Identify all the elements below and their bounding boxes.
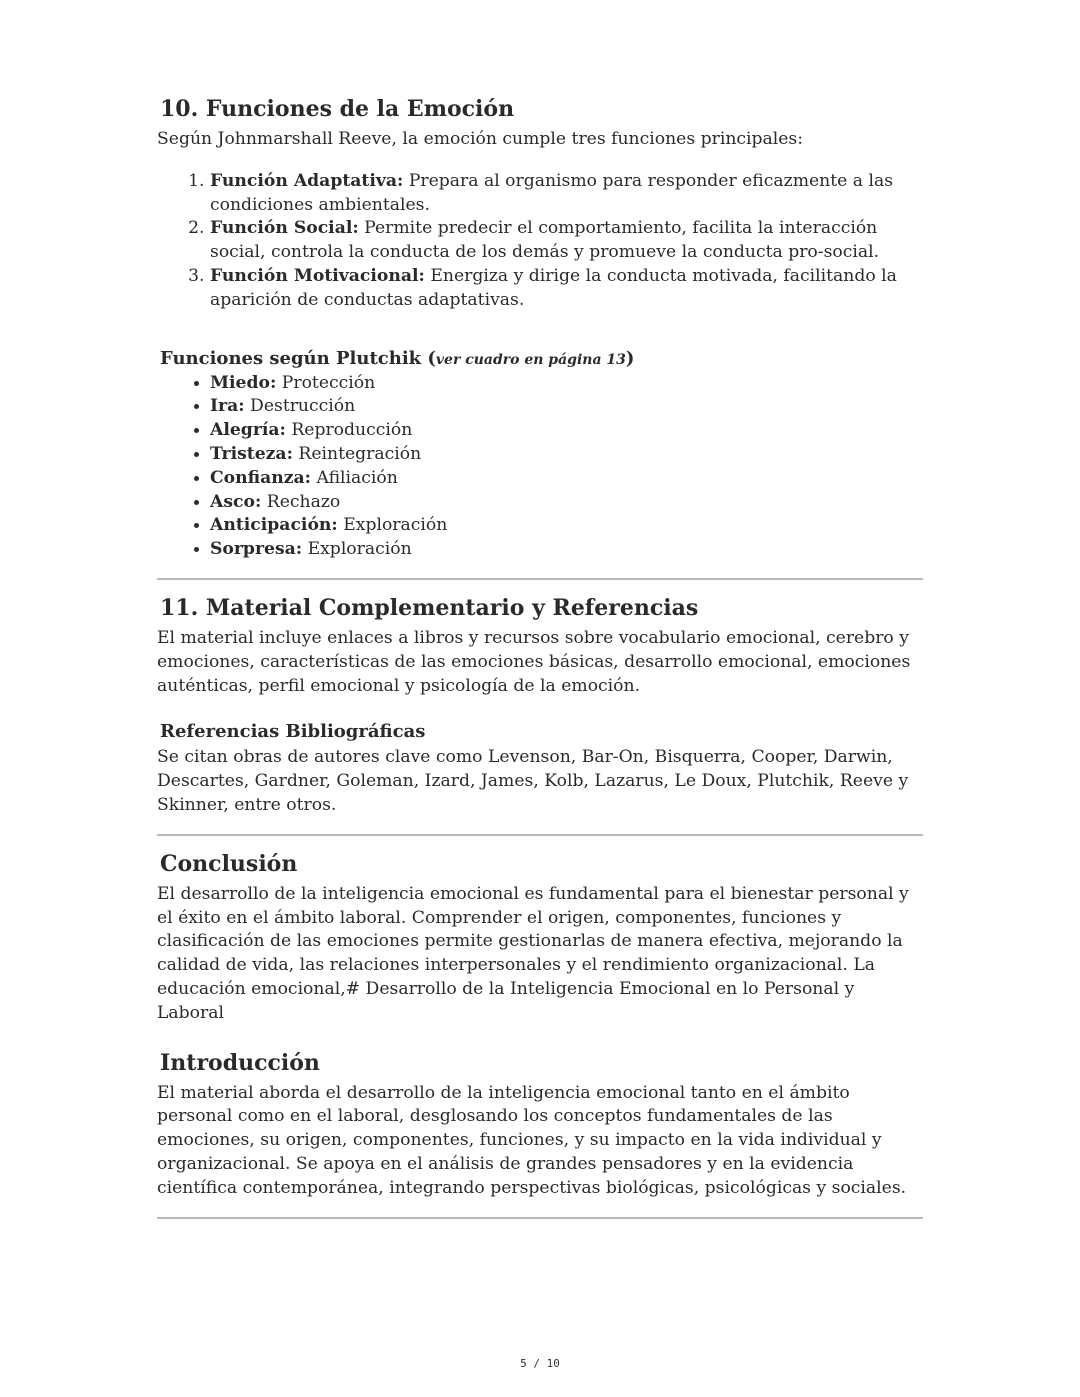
list-item — [210, 265, 923, 313]
item-text: Exploración — [337, 515, 448, 536]
reeve-functions-list — [157, 170, 923, 313]
section-title: 10. Funciones de la Emoción — [160, 96, 515, 122]
item-label: Sorpresa: — [210, 539, 303, 560]
list-item — [210, 514, 923, 538]
item-text: Permite predecir el comportamiento, facilita la interacción social, controla la conducta de los demás y promueve la conducta pro-social. — [210, 218, 880, 263]
section-conclusion — [157, 851, 923, 1026]
list-item — [210, 372, 923, 396]
plutchik-heading: Funciones según Plutchik (ver cuadro en página 13) — [160, 347, 635, 369]
references-body: Se citan obras de autores clave como Levenson, Bar-On, Bisquerra, Cooper, Darwin, Descartes, Gardner, Goleman, Izard, James, Kolb, Lazarus, Le Doux, Plutchik, Reeve y Skinner, entre otros. — [157, 747, 909, 815]
list-item — [210, 217, 923, 265]
section-title: Conclusión — [160, 850, 298, 877]
section-intro: Según Johnmarshall Reeve, la emoción cumple tres funciones principales: — [157, 129, 804, 149]
plutchik-functions-list — [157, 372, 923, 562]
item-text: Reproducción — [285, 420, 413, 441]
plutchik-note: ver cuadro en página 13 — [435, 351, 626, 368]
page-number: 5 / 10 — [520, 1357, 560, 1370]
list-item — [210, 491, 923, 515]
item-text: Exploración — [302, 539, 412, 560]
list-item — [210, 538, 923, 562]
item-label: Anticipación: — [210, 515, 338, 536]
item-text: Prepara al organismo para responder eficazmente a las condiciones ambientales. — [210, 170, 894, 215]
item-label: Ira: — [210, 396, 245, 417]
item-label: Función Motivacional: — [210, 265, 425, 286]
list-item — [210, 170, 923, 218]
list-item — [210, 467, 923, 491]
item-label: Función Adaptativa: — [210, 170, 404, 191]
item-label: Tristeza: — [210, 443, 293, 464]
item-text: Rechazo — [261, 491, 341, 512]
item-text: Destrucción — [244, 396, 356, 417]
item-text: Reintegración — [292, 443, 422, 464]
list-item — [210, 419, 923, 443]
section-divider — [157, 1217, 923, 1219]
item-text: Afiliación — [311, 467, 398, 488]
item-text: Energiza y dirige la conducta motivada, facilitando la aparición de conductas adaptativas. — [210, 265, 897, 310]
section-introduccion — [157, 1050, 923, 1201]
references-heading: Referencias Bibliográficas — [160, 721, 426, 743]
item-label: Confianza: — [210, 467, 312, 488]
document-page — [157, 96, 923, 1219]
item-label: Función Social: — [210, 218, 359, 239]
list-item — [210, 395, 923, 419]
list-item — [210, 443, 923, 467]
section-material-referencias — [157, 595, 923, 818]
item-label: Alegría: — [210, 420, 286, 441]
section-funciones-emocion — [157, 96, 923, 562]
item-text: Protección — [276, 372, 376, 393]
item-label: Asco: — [210, 491, 262, 512]
section-body: El material incluye enlaces a libros y recursos sobre vocabulario emocional, cerebro y emociones, características de las emociones básicas, desarrollo emocional, emociones auténticas, perfil emocional y psicología de la emoción. — [157, 627, 911, 696]
section-title: Introducción — [160, 1049, 320, 1076]
section-body: El desarrollo de la inteligencia emocional es fundamental para el bienestar personal y el éxito en el ámbito laboral. Comprender el origen, componentes, funciones y clasificación de las emociones permite gestionarlas de manera efectiva, mejorando la calidad de vida, las relaciones interpersonales y el rendimiento organizacional. La educación emocional,# Desarrollo de la Inteligencia Emocional en lo Personal y Laboral — [157, 883, 909, 1023]
section-body: El material aborda el desarrollo de la inteligencia emocional tanto en el ámbito personal como en el laboral, desglosando los conceptos fundamentales de las emociones, su origen, componentes, funciones, y su impacto en la vida individual y organizacional. Se apoya en el análisis de grandes pensadores y en la evidencia científica contemporánea, integrando perspectivas biológicas, psicológicas y sociales. — [157, 1082, 907, 1198]
section-title: 11. Material Complementario y Referencias — [160, 594, 699, 621]
item-label: Miedo: — [210, 372, 277, 393]
